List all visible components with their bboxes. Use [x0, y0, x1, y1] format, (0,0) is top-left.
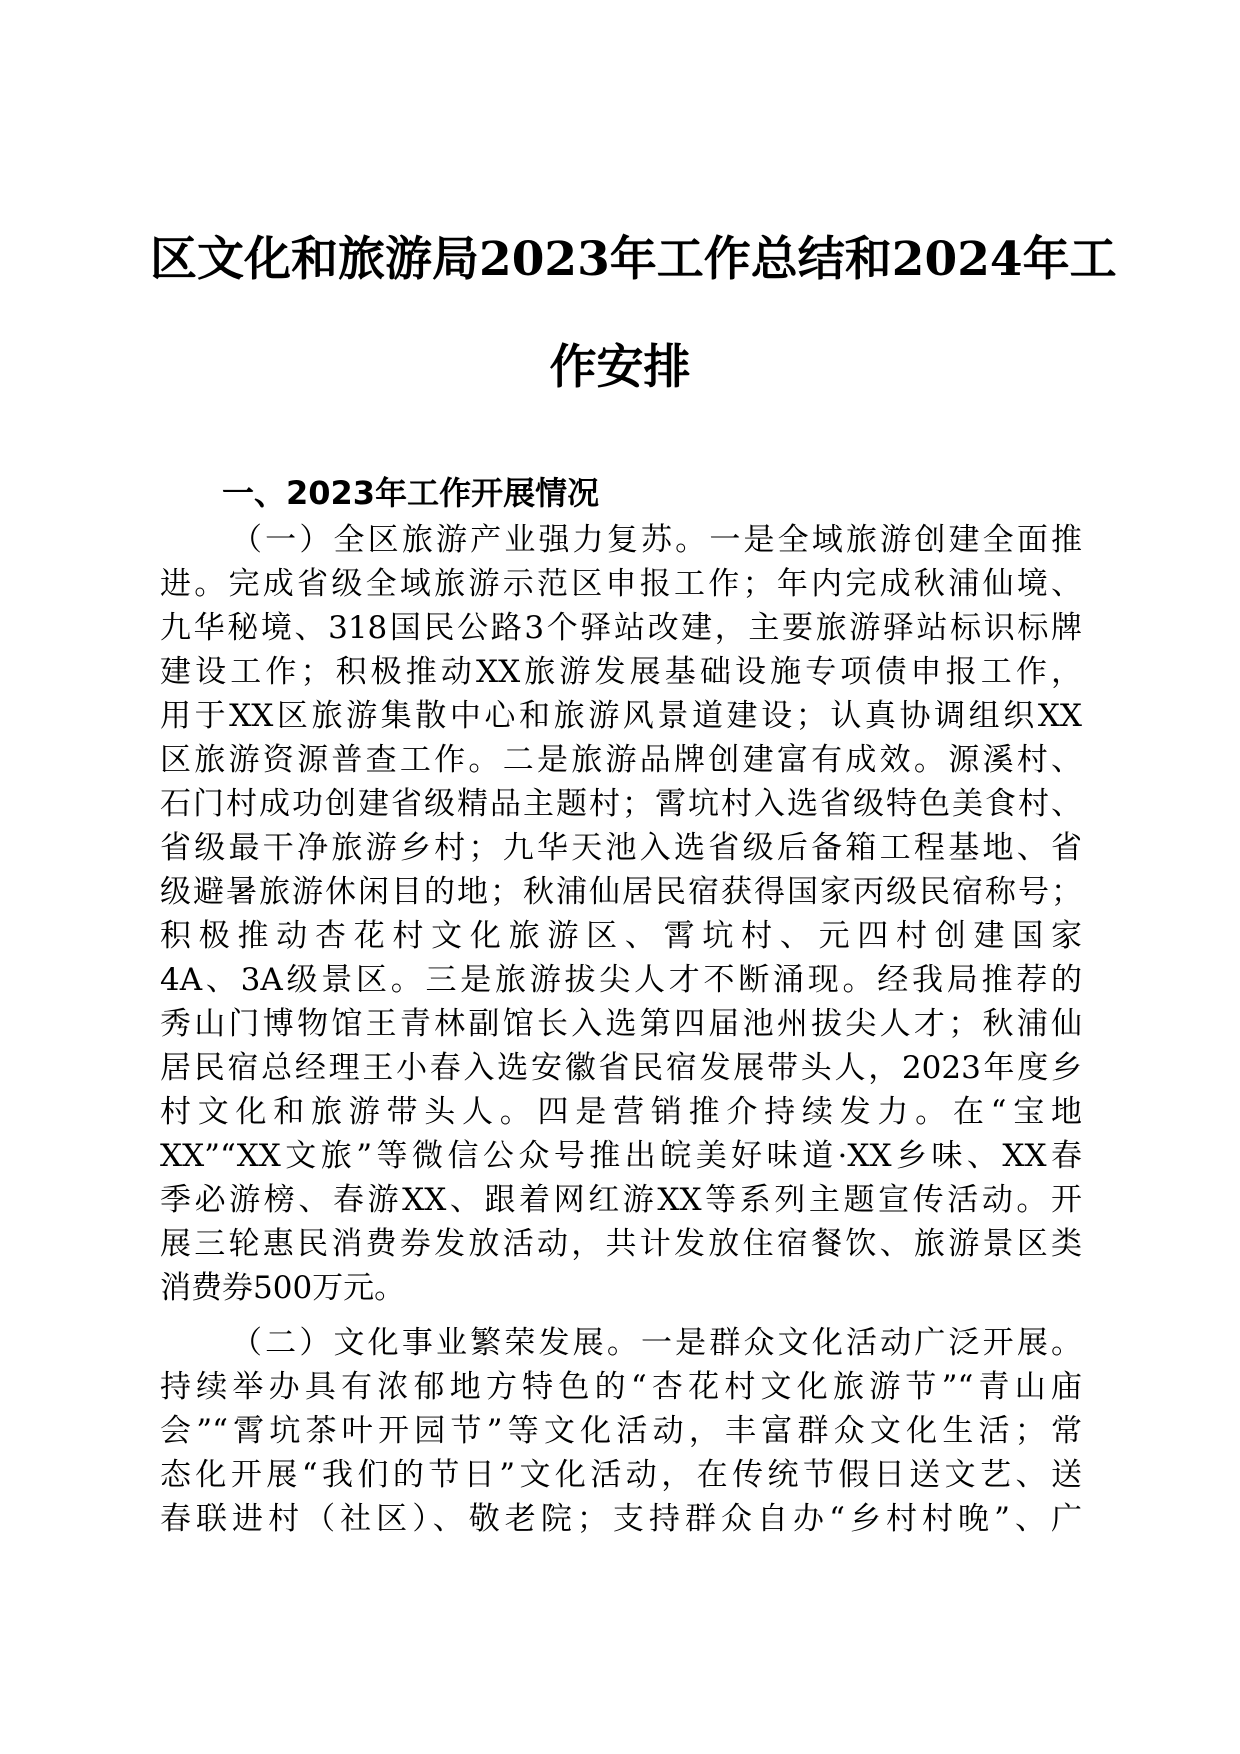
paragraph-line: 石门村成功创建省级精品主题村；霄坑村入选省级特色美食村、: [160, 786, 1082, 822]
paragraph-line: 春联进村（社区）、敬老院；支持群众自办“乡村村晚”、广: [160, 1501, 1082, 1537]
paragraph-line: 村文化和旅游带头人。四是营销推介持续发力。在“宝地: [160, 1094, 1082, 1130]
section-heading-1: 一、2023年工作开展情况: [222, 474, 600, 512]
paragraph-line: 用于XX区旅游集散中心和旅游风景道建设；认真协调组织XX: [160, 698, 1082, 734]
paragraph-line: 建设工作；积极推动XX旅游发展基础设施专项债申报工作，: [160, 654, 1082, 690]
paragraph-line: （一）全区旅游产业强力复苏。一是全域旅游创建全面推: [231, 522, 1082, 558]
body-text: [160, 518, 1082, 1541]
paragraph-line: 区旅游资源普查工作。二是旅游品牌创建富有成效。源溪村、: [160, 742, 1082, 778]
document-title-line-1: 区文化和旅游局2023年工作总结和2024年工: [150, 232, 1117, 287]
paragraph-line: 九华秘境、318国民公路3个驿站改建，主要旅游驿站标识标牌: [160, 610, 1082, 646]
paragraph-line: 态化开展“我们的节日”文化活动，在传统节假日送文艺、送: [160, 1457, 1082, 1493]
paragraph-line: 展三轮惠民消费券发放活动，共计发放住宿餐饮、旅游景区类: [160, 1226, 1082, 1262]
paragraph-line: 持续举办具有浓郁地方特色的“杏花村文化旅游节”“青山庙: [160, 1369, 1082, 1405]
document-title-line-2: 作安排: [549, 340, 691, 395]
paragraph-line: 季必游榜、春游XX、跟着网红游XX等系列主题宣传活动。开: [160, 1182, 1082, 1218]
paragraph-line: 省级最干净旅游乡村；九华天池入选省级后备箱工程基地、省: [160, 830, 1082, 866]
paragraph-line: 秀山门博物馆王青林副馆长入选第四届池州拔尖人才；秋浦仙: [160, 1006, 1082, 1042]
paragraph-line: 级避暑旅游休闲目的地；秋浦仙居民宿获得国家丙级民宿称号；: [160, 874, 1082, 910]
paragraph-line: 4A、3A级景区。三是旅游拔尖人才不断涌现。经我局推荐的: [160, 962, 1082, 998]
paragraph-line: 居民宿总经理王小春入选安徽省民宿发展带头人，2023年度乡: [160, 1050, 1082, 1086]
paragraph-line: 会”“霄坑茶叶开园节”等文化活动，丰富群众文化生活；常: [160, 1413, 1082, 1449]
paragraph-line: 消费券500万元。: [160, 1270, 406, 1306]
paragraph-line: （二）文化事业繁荣发展。一是群众文化活动广泛开展。: [231, 1325, 1082, 1361]
paragraph-line: 积极推动杏花村文化旅游区、霄坑村、元四村创建国家: [160, 918, 1082, 954]
paragraph-line: XX”“XX文旅”等微信公众号推出皖美好味道·XX乡味、XX春: [160, 1138, 1082, 1174]
paragraph-line: 进。完成省级全域旅游示范区申报工作；年内完成秋浦仙境、: [160, 566, 1082, 602]
